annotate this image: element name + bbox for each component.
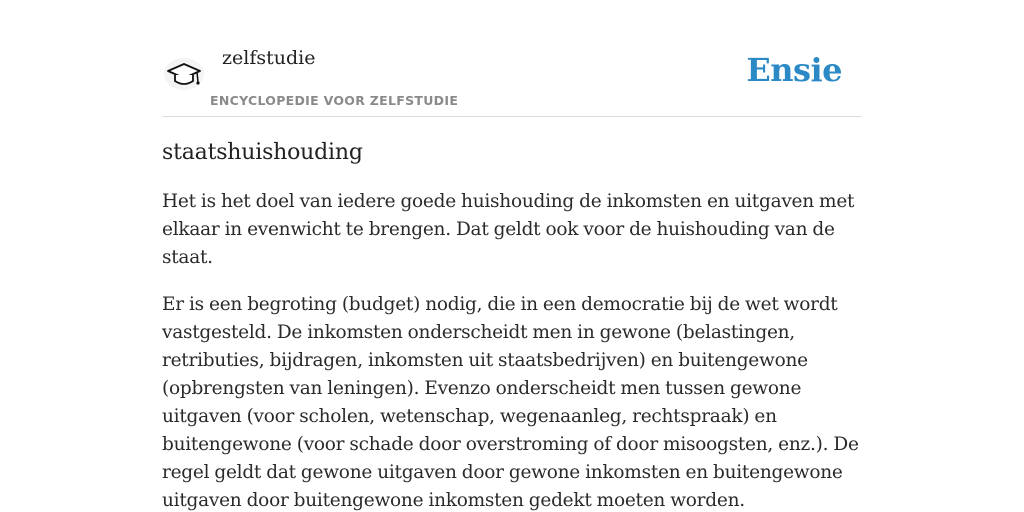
article-paragraph: Het is het doel van iedere goede huishouding de inkomsten en uitgaven met elkaar in evenwicht te brengen. Dat geldt ook voor de huishouding van de staat. [162,191,855,268]
article-paragraph: Er is een begroting (budget) nodig, die in een democratie bij de wet wordt vastgesteld. De inkomsten onderscheidt men in gewone (belastingen, retributies, bijdragen, inkomsten uit staatsbedrijven) en buitengewone (opbrengsten van leningen). Evenzo onderscheidt men tussen gewone uitgaven (voor scholen, wetenschap, wegenaanleg, rechtspraak) en buitengewone (voor schade door overstroming of door misoogsten, enz.). De regel geldt dat gewone uitgaven door gewone inkomsten en buitengewone uitgaven door buitengewone inkomsten gedekt moeten worden. [162,294,859,511]
site-tagline: ENCYCLOPEDIE VOOR ZELFSTUDIE [210,93,459,108]
site-name[interactable]: zelfstudie [222,47,316,69]
brand-logo[interactable]: Ensie [746,51,842,89]
page-title: staatshuishouding [162,140,363,165]
site-header [162,40,862,117]
graduation-cap-icon[interactable] [162,52,206,92]
article [162,138,862,512]
